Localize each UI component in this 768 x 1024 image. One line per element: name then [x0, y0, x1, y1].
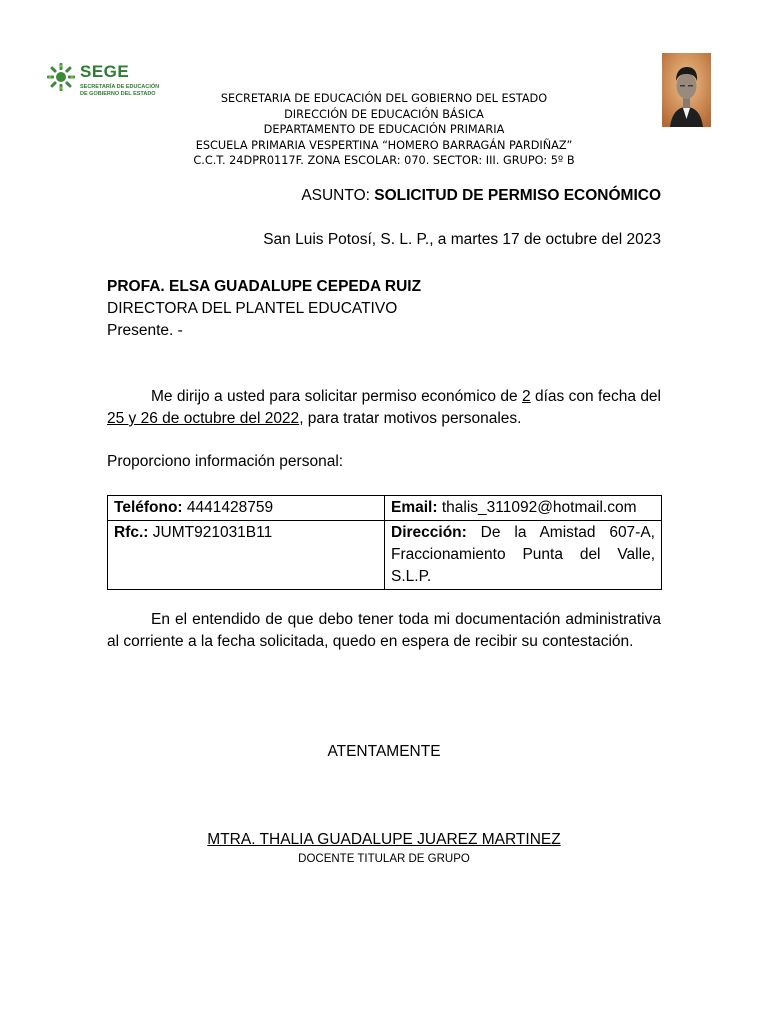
recipient-greeting: Presente. -: [107, 322, 183, 339]
request-text-1: Me dirijo a usted para solicitar permiso económico de: [151, 388, 523, 405]
email-label: Email:: [391, 499, 438, 516]
date-line: San Luis Potosí, S. L. P., a martes 17 de octubre del 2023: [263, 231, 661, 248]
table-row: [108, 496, 662, 521]
phone-value: 4441428759: [182, 499, 274, 516]
subject-line: [301, 187, 661, 205]
address-label: Dirección:: [391, 524, 467, 541]
table-row: [108, 521, 662, 590]
request-paragraph: [107, 386, 661, 430]
phone-cell: [108, 496, 385, 521]
personal-info-table: [107, 495, 662, 590]
signature-name-text: MTRA. THALIA GUADALUPE JUAREZ MARTINEZ: [207, 831, 561, 848]
subject-value: SOLICITUD DE PERMISO ECONÓMICO: [374, 187, 661, 204]
rfc-value: JUMT921031B11: [148, 524, 273, 541]
recipient-name: PROFA. ELSA GUADALUPE CEPEDA RUIZ: [107, 278, 422, 295]
document-header: [0, 91, 768, 169]
logo-subtitle-line2: DE GOBIERNO DEL ESTADO: [80, 90, 156, 97]
signature-title: DOCENTE TITULAR DE GRUPO: [298, 853, 470, 865]
request-text-3: , para tratar motivos personales.: [299, 410, 522, 427]
recipient-block: [107, 276, 421, 342]
phone-label: Teléfono:: [114, 499, 183, 516]
logo-subtitle-line1: SECRETARÍA DE EDUCACIÓN: [80, 84, 160, 90]
signature-name: [0, 831, 768, 849]
closing-word: ATENTAMENTE: [327, 743, 441, 760]
header-line-escuela: ESCUELA PRIMARIA VESPERTINA “HOMERO BARRAGÁN PARDIÑAZ”: [195, 138, 573, 152]
header-line-departamento: DEPARTAMENTO DE EDUCACIÓN PRIMARIA: [263, 123, 505, 136]
personal-info-intro: Proporciono información personal:: [107, 453, 344, 470]
address-value: De la Amistad 607-A, Fraccionamiento Punta del Valle, S.L.P.: [391, 524, 655, 585]
header-line-secretaria: SECRETARIA DE EDUCACIÓN DEL GOBIERNO DEL ESTADO: [220, 92, 548, 105]
subject-label: ASUNTO:: [301, 187, 375, 204]
email-value: thalis_311092@hotmail.com: [437, 499, 637, 516]
closing-paragraph: [107, 609, 661, 653]
request-days: 2: [522, 388, 531, 405]
header-line-cct: C.C.T. 24DPR0117F. ZONA ESCOLAR: 070. SECTOR: III. GRUPO: 5º B: [193, 154, 575, 167]
header-line-direccion: DIRECCIÓN DE EDUCACIÓN BÁSICA: [284, 107, 484, 121]
request-text-2: días con fecha del: [530, 388, 662, 405]
logo-title: SEGE: [80, 62, 130, 81]
address-cell: [385, 521, 662, 590]
email-cell: [385, 496, 662, 521]
rfc-cell: [108, 521, 385, 590]
request-dates: 25 y 26 de octubre del 2022: [107, 410, 300, 427]
closing-paragraph-text: En el entendido de que debo tener toda mi documentación administrativa al corriente a la fecha solicitada, quedo en espera de recibir su contestación.: [107, 611, 661, 650]
sege-emblem-icon: [46, 62, 76, 92]
recipient-role: DIRECTORA DEL PLANTEL EDUCATIVO: [107, 300, 398, 317]
rfc-label: Rfc.:: [114, 524, 149, 541]
